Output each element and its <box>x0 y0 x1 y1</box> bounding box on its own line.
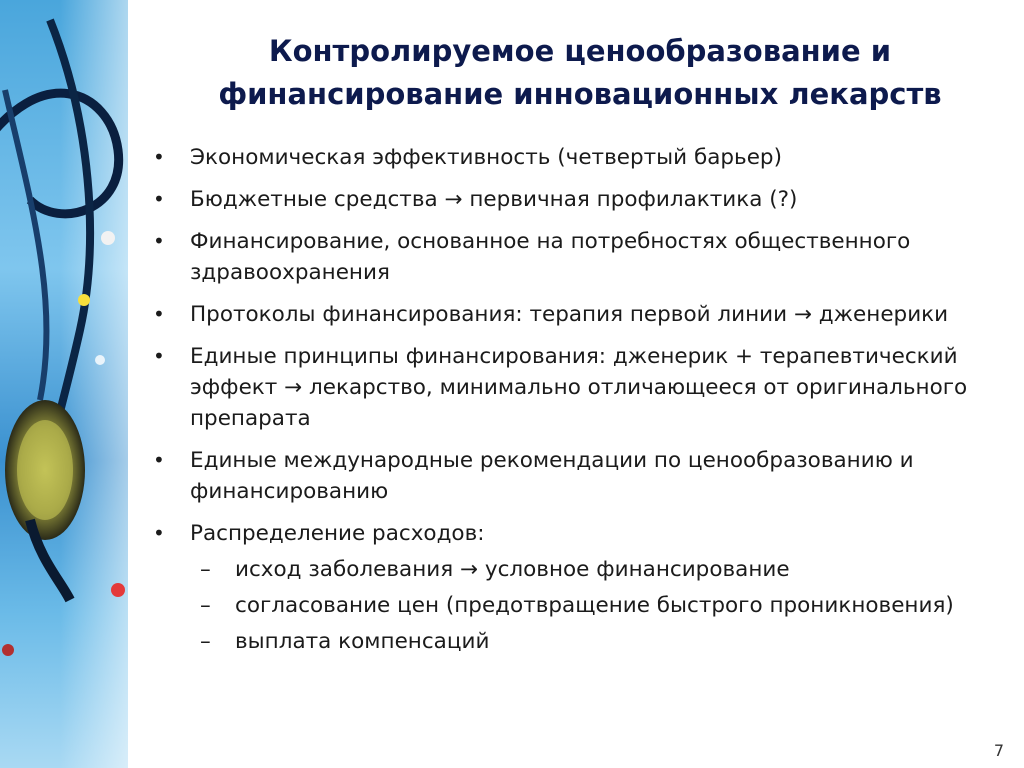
bullet-text: Бюджетные средства → первичная профилактика (?) <box>190 187 798 212</box>
bullet-text: Экономическая эффективность (четвертый барьер) <box>190 145 782 170</box>
bullet-icon: • <box>153 344 165 368</box>
sub-bullet-text: исход заболевания → условное финансирование <box>235 557 790 582</box>
side-decorative-image <box>0 0 128 768</box>
sub-bullet-text: согласование цен (предотвращение быстрого проникновения) <box>235 593 954 618</box>
bullet-text: Распределение расходов: <box>190 521 485 546</box>
dash-icon: – <box>200 629 211 654</box>
stethoscope-illustration <box>0 0 128 768</box>
bullet-item <box>150 226 1000 288</box>
bullet-text: Единые международные рекомендации по ценообразованию и финансированию <box>190 448 914 504</box>
page-number: 7 <box>993 741 1004 760</box>
sub-bullet-item <box>190 626 1000 657</box>
dash-icon: – <box>200 593 211 618</box>
sub-bullet-item <box>190 590 1000 621</box>
bullet-item <box>150 445 1000 507</box>
sub-bullet-item <box>190 554 1000 585</box>
bullet-icon: • <box>153 145 165 169</box>
bullet-text: Протоколы финансирования: терапия первой линии → дженерики <box>190 302 949 327</box>
bullet-item <box>150 184 1000 215</box>
dash-icon: – <box>200 557 211 582</box>
bullet-item <box>150 341 1000 434</box>
bullet-text: Финансирование, основанное на потребностях общественного здравоохранения <box>190 229 911 285</box>
bullet-icon: • <box>153 229 165 253</box>
bullet-item <box>150 299 1000 330</box>
slide-title-line-2: финансирование инновационных лекарств <box>218 77 942 111</box>
slide-title-line-1: Контролируемое ценообразование и <box>268 34 892 68</box>
bullet-icon: • <box>153 521 165 545</box>
bullet-list <box>150 142 1000 657</box>
slide-title <box>150 30 1010 116</box>
sub-bullet-text: выплата компенсаций <box>235 629 490 654</box>
bullet-item <box>150 518 1000 657</box>
bullet-item <box>150 142 1000 173</box>
bullet-icon: • <box>153 448 165 472</box>
sub-bullet-list <box>190 554 1000 657</box>
bullet-icon: • <box>153 302 165 326</box>
bullet-icon: • <box>153 187 165 211</box>
bullet-text: Единые принципы финансирования: дженерик + терапевтический эффект → лекарство, минимально отличающееся от оригинального препарата <box>190 344 968 431</box>
slide-content <box>150 142 1000 668</box>
